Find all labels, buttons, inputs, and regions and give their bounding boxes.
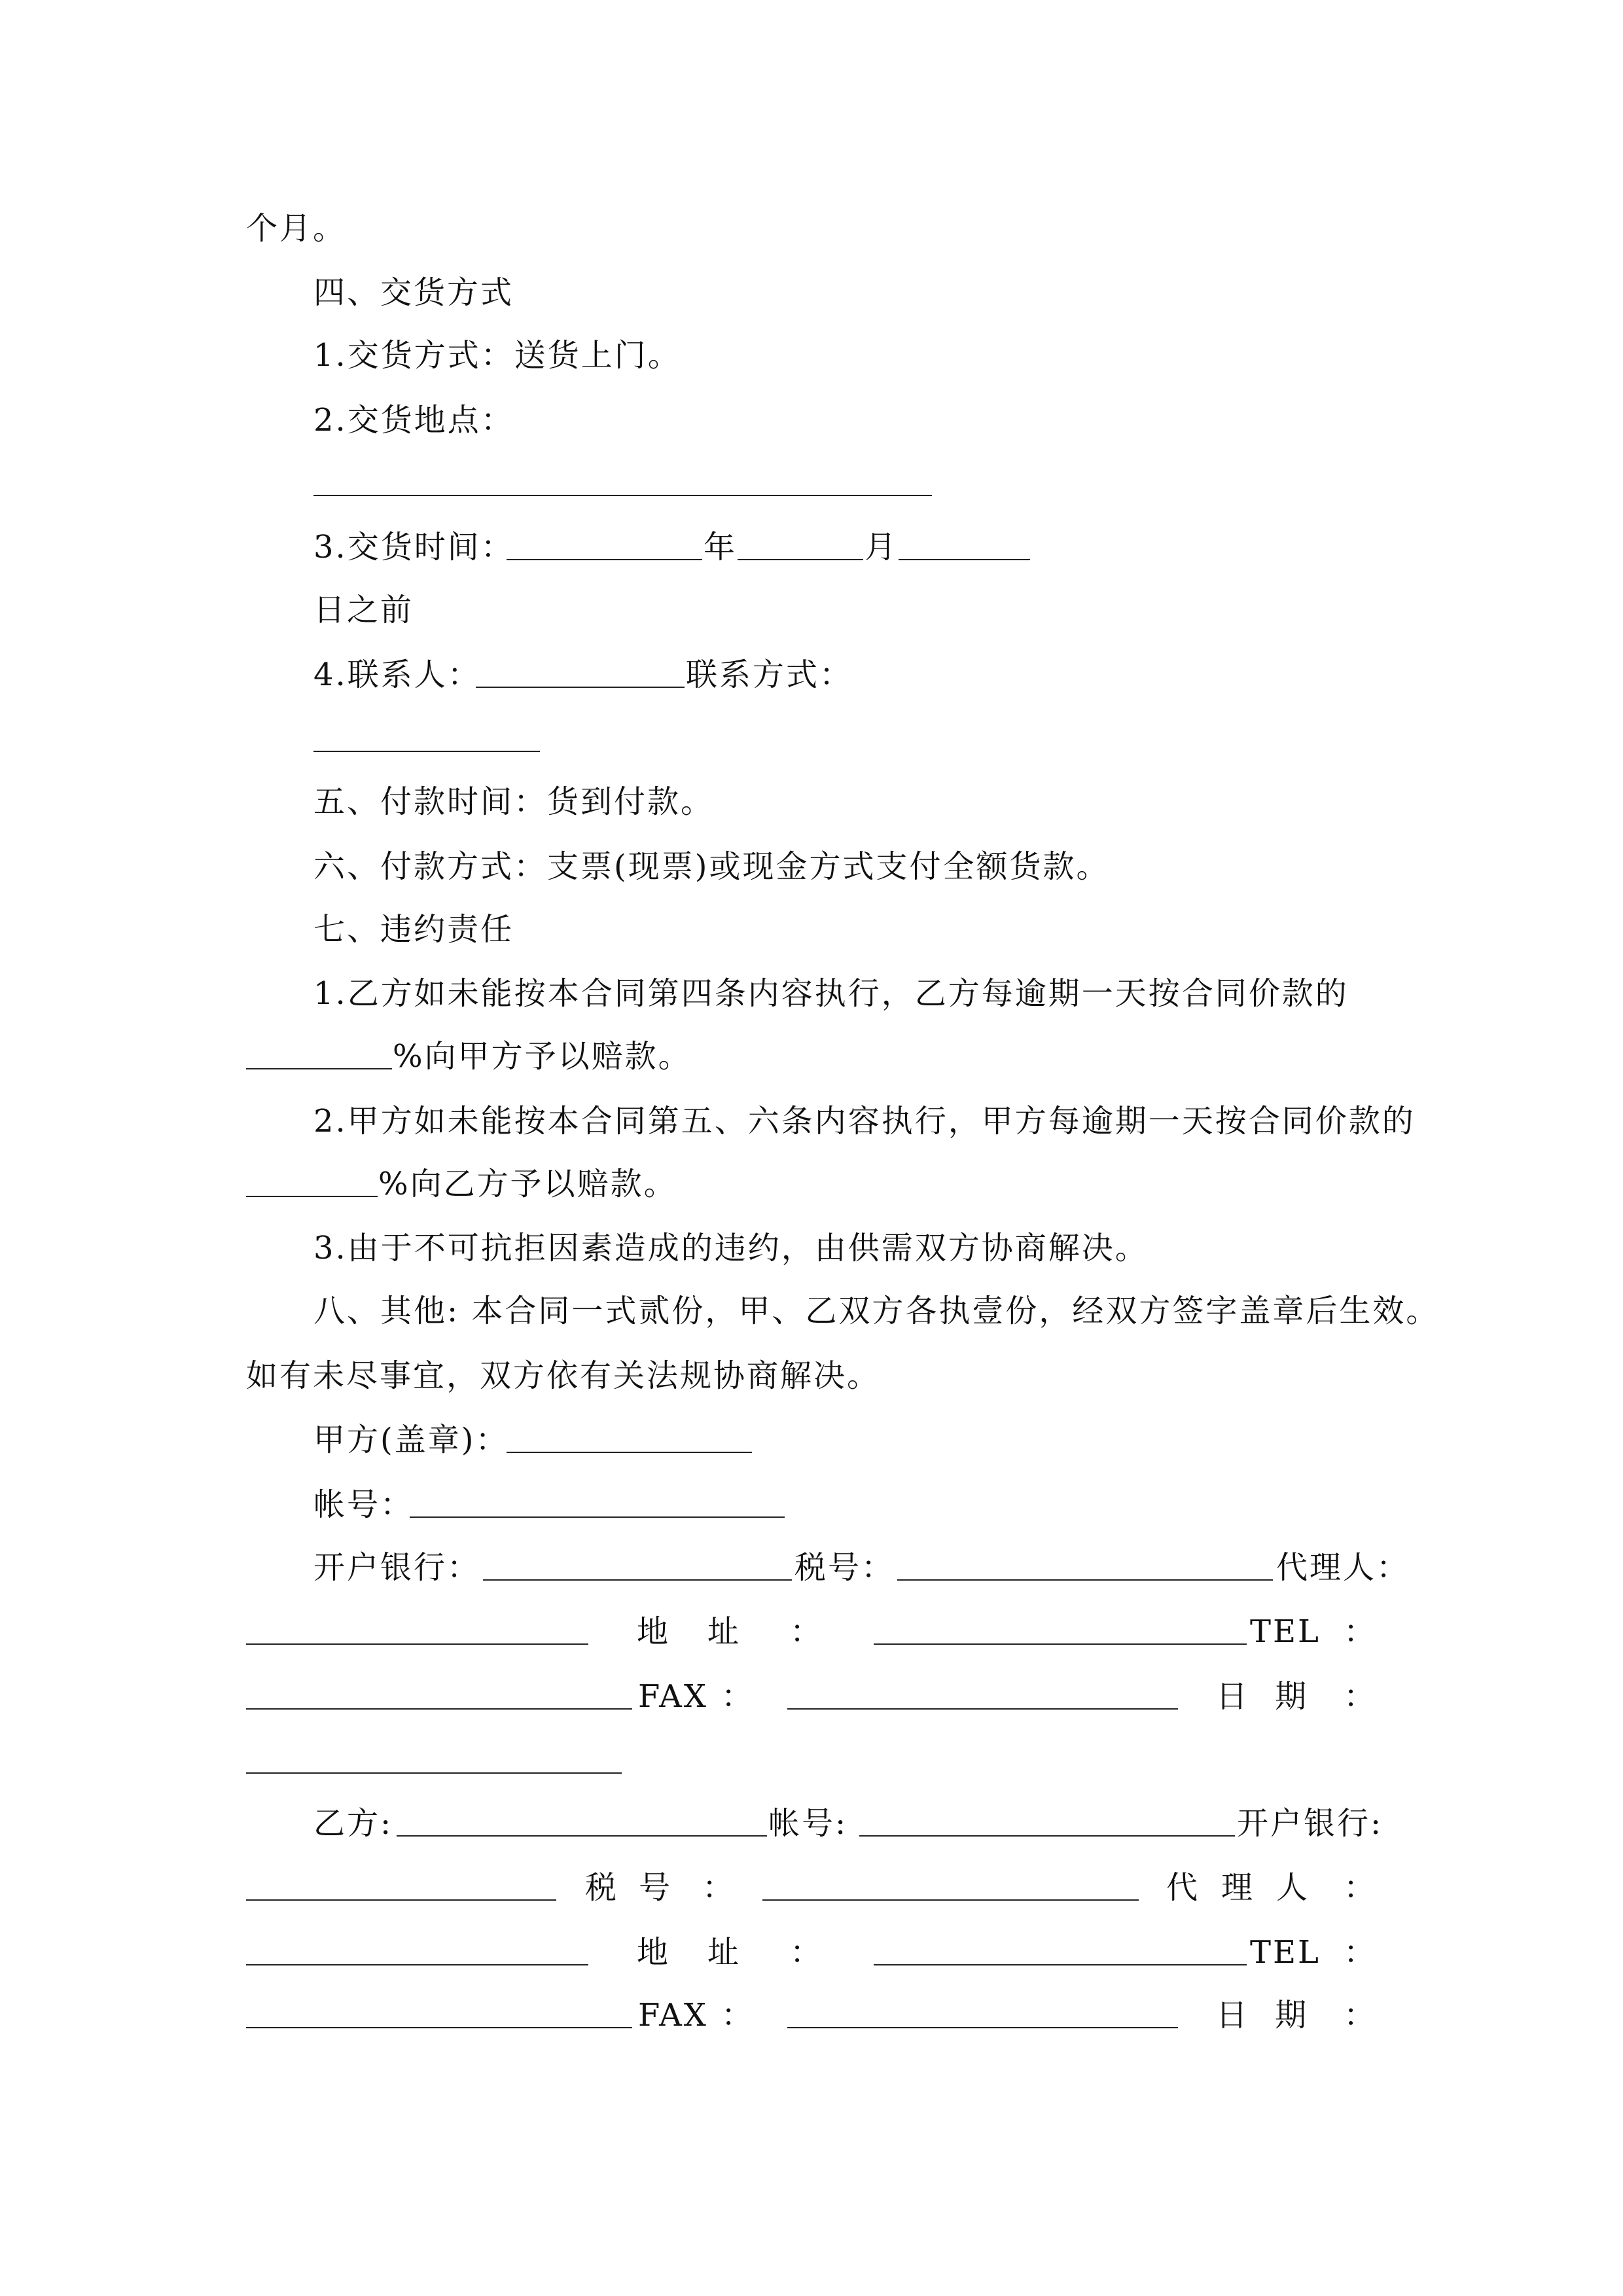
label: 代理人 [1166, 1869, 1332, 1906]
year-blank[interactable] [507, 559, 702, 560]
colon: ： [721, 1997, 755, 2034]
colon: ： [1344, 1613, 1378, 1650]
party-a-tel-blank[interactable] [246, 1708, 632, 1710]
party-a-address-blank[interactable] [874, 1643, 1247, 1645]
label: 乙方: [313, 1805, 393, 1842]
party-a-date-blank[interactable] [246, 1772, 622, 1774]
label: FAX [638, 1678, 708, 1715]
text-line: 1.交货方式：送货上门。 [313, 337, 681, 374]
label: 税号： [794, 1549, 895, 1586]
text-line: 4.联系人： [313, 656, 481, 693]
text-line: 2.交货地点： [313, 402, 514, 439]
section-heading: 八、其他: 本合同一式贰份，甲、乙双方各执壹份，经双方签字盖章后生效。 [313, 1293, 1440, 1329]
text-line: 日之前 [313, 592, 414, 628]
label: 月 [865, 529, 899, 565]
label: 开户银行: [1237, 1805, 1383, 1842]
section-heading: 六、付款方式：支票(现票)或现金方式支付全额货款。 [313, 848, 1110, 885]
label: TEL [1250, 1613, 1321, 1650]
label: 帐号: [768, 1805, 848, 1842]
party-a-seal-blank[interactable] [507, 1452, 752, 1453]
day-blank[interactable] [899, 559, 1030, 560]
delivery-place-blank[interactable] [313, 495, 932, 496]
colon: ： [702, 1869, 736, 1906]
label: 开户银行： [313, 1549, 481, 1586]
section-heading: 五、付款时间：货到付款。 [313, 783, 715, 820]
party-a-account-blank[interactable] [410, 1516, 785, 1518]
colon: ： [790, 1613, 824, 1650]
party-b-tel-blank[interactable] [246, 2027, 632, 2028]
text-line: %向乙方予以赔款。 [378, 1166, 677, 1202]
label: 代理人： [1276, 1549, 1410, 1586]
colon: ： [1344, 1869, 1378, 1906]
party-b-fax-blank[interactable] [787, 2027, 1178, 2028]
party-b-address-blank[interactable] [874, 1964, 1247, 1965]
text-line: %向甲方予以赔款。 [393, 1038, 692, 1075]
section-heading: 四、交货方式 [313, 274, 514, 311]
colon: ： [1344, 1934, 1378, 1971]
penalty-rate-a-blank[interactable] [246, 1196, 378, 1197]
colon: ： [1344, 1678, 1378, 1715]
party-b-tax-blank[interactable] [762, 1899, 1139, 1901]
colon: ： [790, 1934, 824, 1971]
label: 地址 [637, 1934, 779, 1971]
party-a-tax-blank[interactable] [897, 1579, 1273, 1581]
label: 日期 [1216, 1997, 1334, 2034]
party-a-agent-blank[interactable] [246, 1643, 588, 1645]
text-line: 3.交货时间： [313, 529, 514, 565]
party-b-agent-blank[interactable] [246, 1964, 588, 1965]
text-line: 3.由于不可抗拒因素造成的违约，由供需双方协商解决。 [313, 1230, 1149, 1266]
contact-method-blank[interactable] [313, 751, 540, 752]
label: 地址 [637, 1613, 779, 1650]
text-line: 个月。 [246, 210, 347, 247]
contact-person-blank[interactable] [476, 687, 685, 688]
party-b-account-blank[interactable] [859, 1835, 1235, 1837]
label: 联系方式： [686, 656, 853, 693]
text-line: 2.甲方如未能按本合同第五、六条内容执行，甲方每逾期一天按合同价款的 [313, 1103, 1416, 1139]
party-a-fax-blank[interactable] [787, 1708, 1178, 1710]
penalty-rate-b-blank[interactable] [246, 1068, 392, 1069]
text-line: 如有未尽事宜，双方依有关法规协商解决。 [246, 1357, 881, 1394]
label: TEL [1250, 1934, 1321, 1971]
party-a-bank-blank[interactable] [483, 1579, 792, 1581]
label: 帐号： [313, 1486, 414, 1523]
label: 日期 [1216, 1678, 1334, 1715]
label: 税号 [585, 1869, 693, 1906]
colon: ： [1344, 1997, 1378, 2034]
colon: ： [721, 1678, 755, 1715]
label: 甲方(盖章)： [313, 1422, 509, 1458]
text-line: 1.乙方如未能按本合同第四条内容执行，乙方每逾期一天按合同价款的 [313, 975, 1349, 1012]
month-blank[interactable] [738, 559, 863, 560]
label: FAX [638, 1997, 708, 2034]
section-heading: 七、违约责任 [313, 911, 514, 948]
party-b-bank-blank[interactable] [246, 1899, 556, 1901]
label: 年 [704, 529, 738, 565]
party-b-name-blank[interactable] [397, 1835, 767, 1837]
